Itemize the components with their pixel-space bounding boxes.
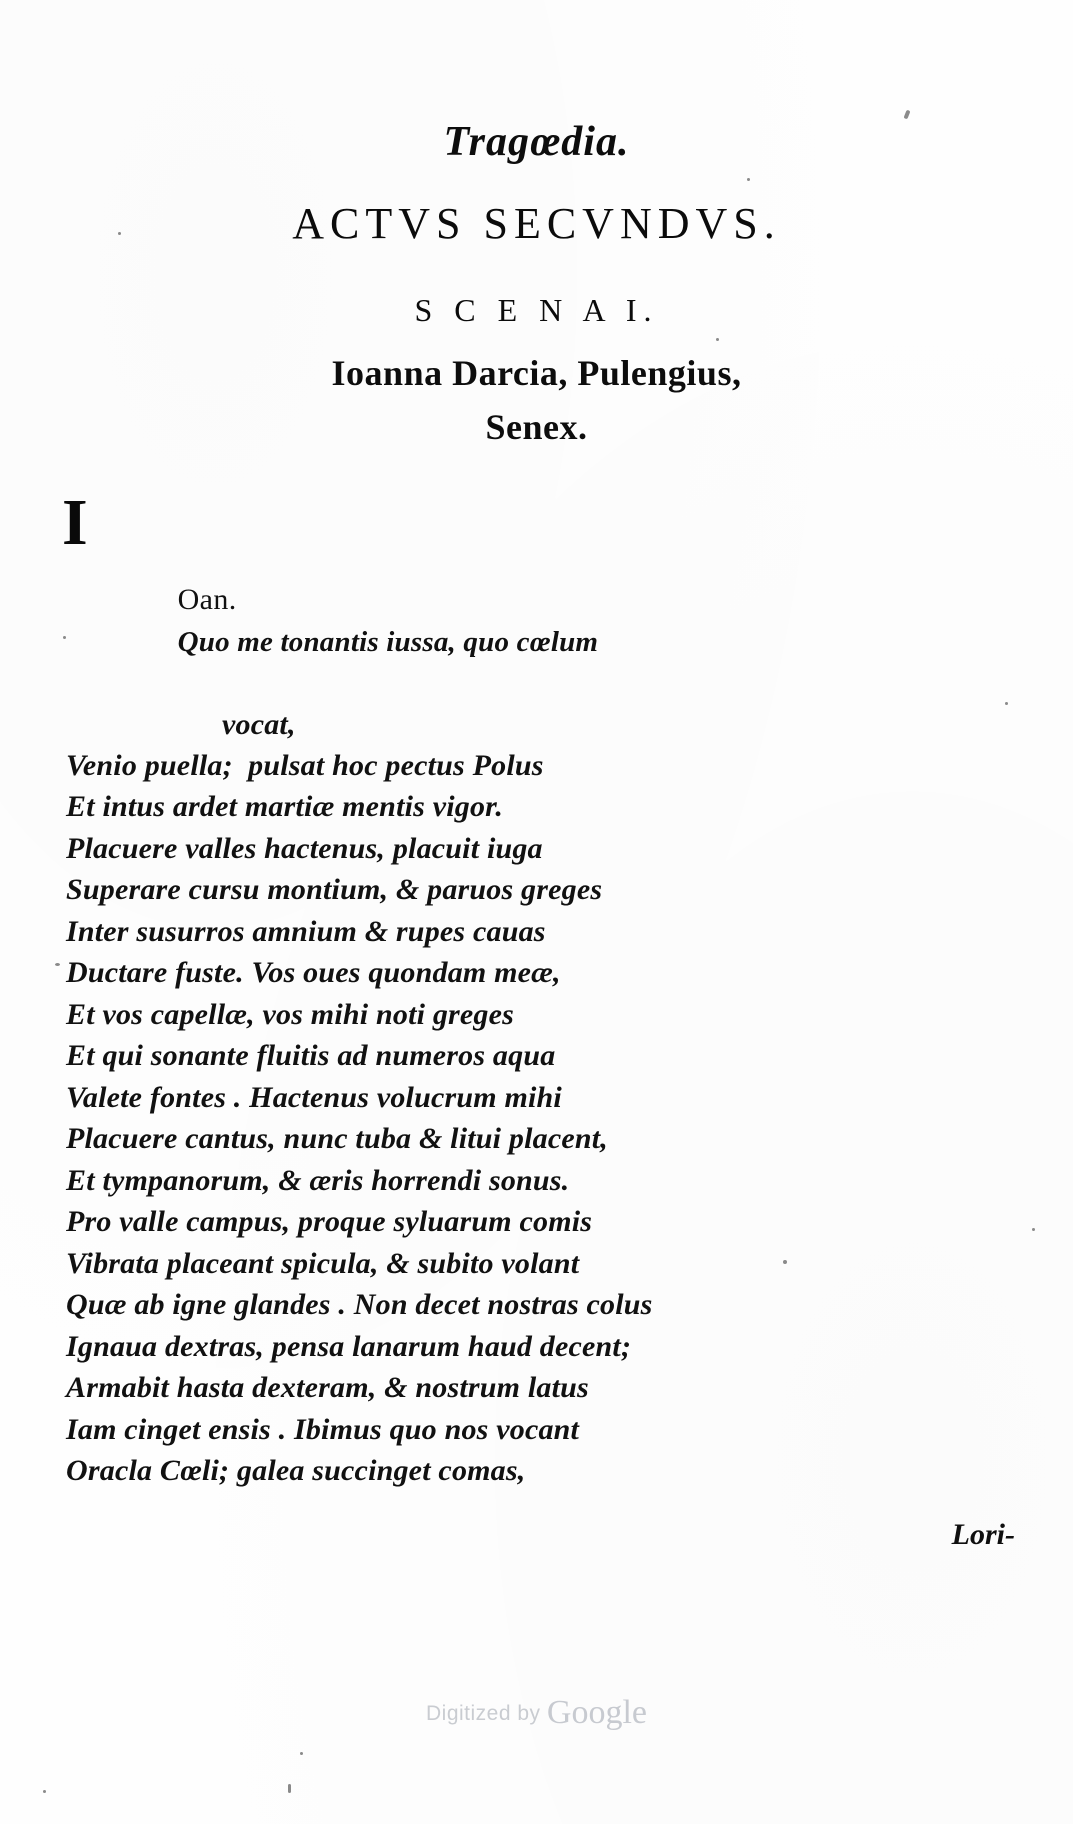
verse-line: Valete fontes . Hactenus volucrum mihi — [66, 1080, 562, 1114]
verse-line: Superare cursu montium, & paruos greges — [66, 873, 603, 906]
verse-line: Iam cinget ensis . Ibimus quo nos vocant — [66, 1412, 580, 1446]
verse-line: Et vos capellæ, vos mihi noti greges — [66, 997, 515, 1031]
scan-speck — [783, 1260, 787, 1264]
verse-line: Oracla Cœli; galea succinget comas, — [66, 1454, 526, 1487]
scan-speck — [43, 1790, 46, 1793]
verse-line: Ignaua dextras, pensa lanarum haud decent; — [66, 1329, 632, 1363]
verse-line: Inter susurros amnium & rupes cauas — [66, 914, 546, 948]
verse-line-turnover: vocat, — [222, 707, 296, 741]
verse-line: Pro valle campus, proque syluarum comis — [66, 1205, 593, 1238]
cast-line: Ioanna Darcia, Pulengius, — [331, 353, 742, 393]
verse-line: Et tympanorum, & æris horrendi sonus. — [66, 1163, 570, 1197]
act-title: ACTVS SECVNDVS. — [292, 199, 781, 248]
scan-speck — [716, 338, 719, 341]
verse-line: Et intus ardet martiæ mentis vigor. — [66, 790, 504, 823]
scan-speck — [1032, 1228, 1035, 1231]
scan-speck — [55, 963, 60, 966]
catchword: Lori- — [951, 1518, 1015, 1551]
watermark-brand: Google — [546, 1694, 647, 1731]
watermark-prefix: Digitized by — [426, 1702, 547, 1725]
running-title: Tragœdia. — [443, 119, 630, 165]
verse-line: Et qui sonante fluitis ad numeros aqua — [66, 1039, 556, 1072]
verse-line: Armabit hasta dexteram, & nostrum latus — [66, 1371, 589, 1404]
verse-line: Venio puella; pulsat hoc pectus Polus — [66, 748, 544, 782]
verse-block — [62, 486, 1022, 1492]
verse-line: Ductare fuste. Vos oues quondam meæ, — [66, 956, 561, 989]
speaker-label: Oan. — [177, 583, 237, 616]
scan-speck — [118, 232, 121, 235]
cast-line: Senex. — [485, 407, 588, 447]
scan-speck — [747, 178, 750, 181]
scene-title: S C E N A I. — [414, 292, 659, 328]
scan-speck — [300, 1752, 303, 1755]
verse-line: Placuere valles hactenus, placuit iuga — [66, 831, 543, 865]
verse-line: Quæ ab igne glandes . Non decet nostras colus — [66, 1288, 653, 1321]
drop-cap: I — [62, 486, 88, 559]
scan-speck — [63, 636, 66, 639]
verse-line-text: Quo me tonantis iussa, quo cœlum — [177, 625, 599, 658]
verse-line: Vibrata placeant spicula, & subito volant — [66, 1246, 580, 1280]
google-watermark — [0, 1694, 1073, 1732]
verse-line-first — [62, 486, 1022, 705]
verse-line: Placuere cantus, nunc tuba & litui placent, — [66, 1122, 608, 1155]
scan-speck — [288, 1784, 291, 1793]
scan-speck — [1005, 702, 1008, 705]
